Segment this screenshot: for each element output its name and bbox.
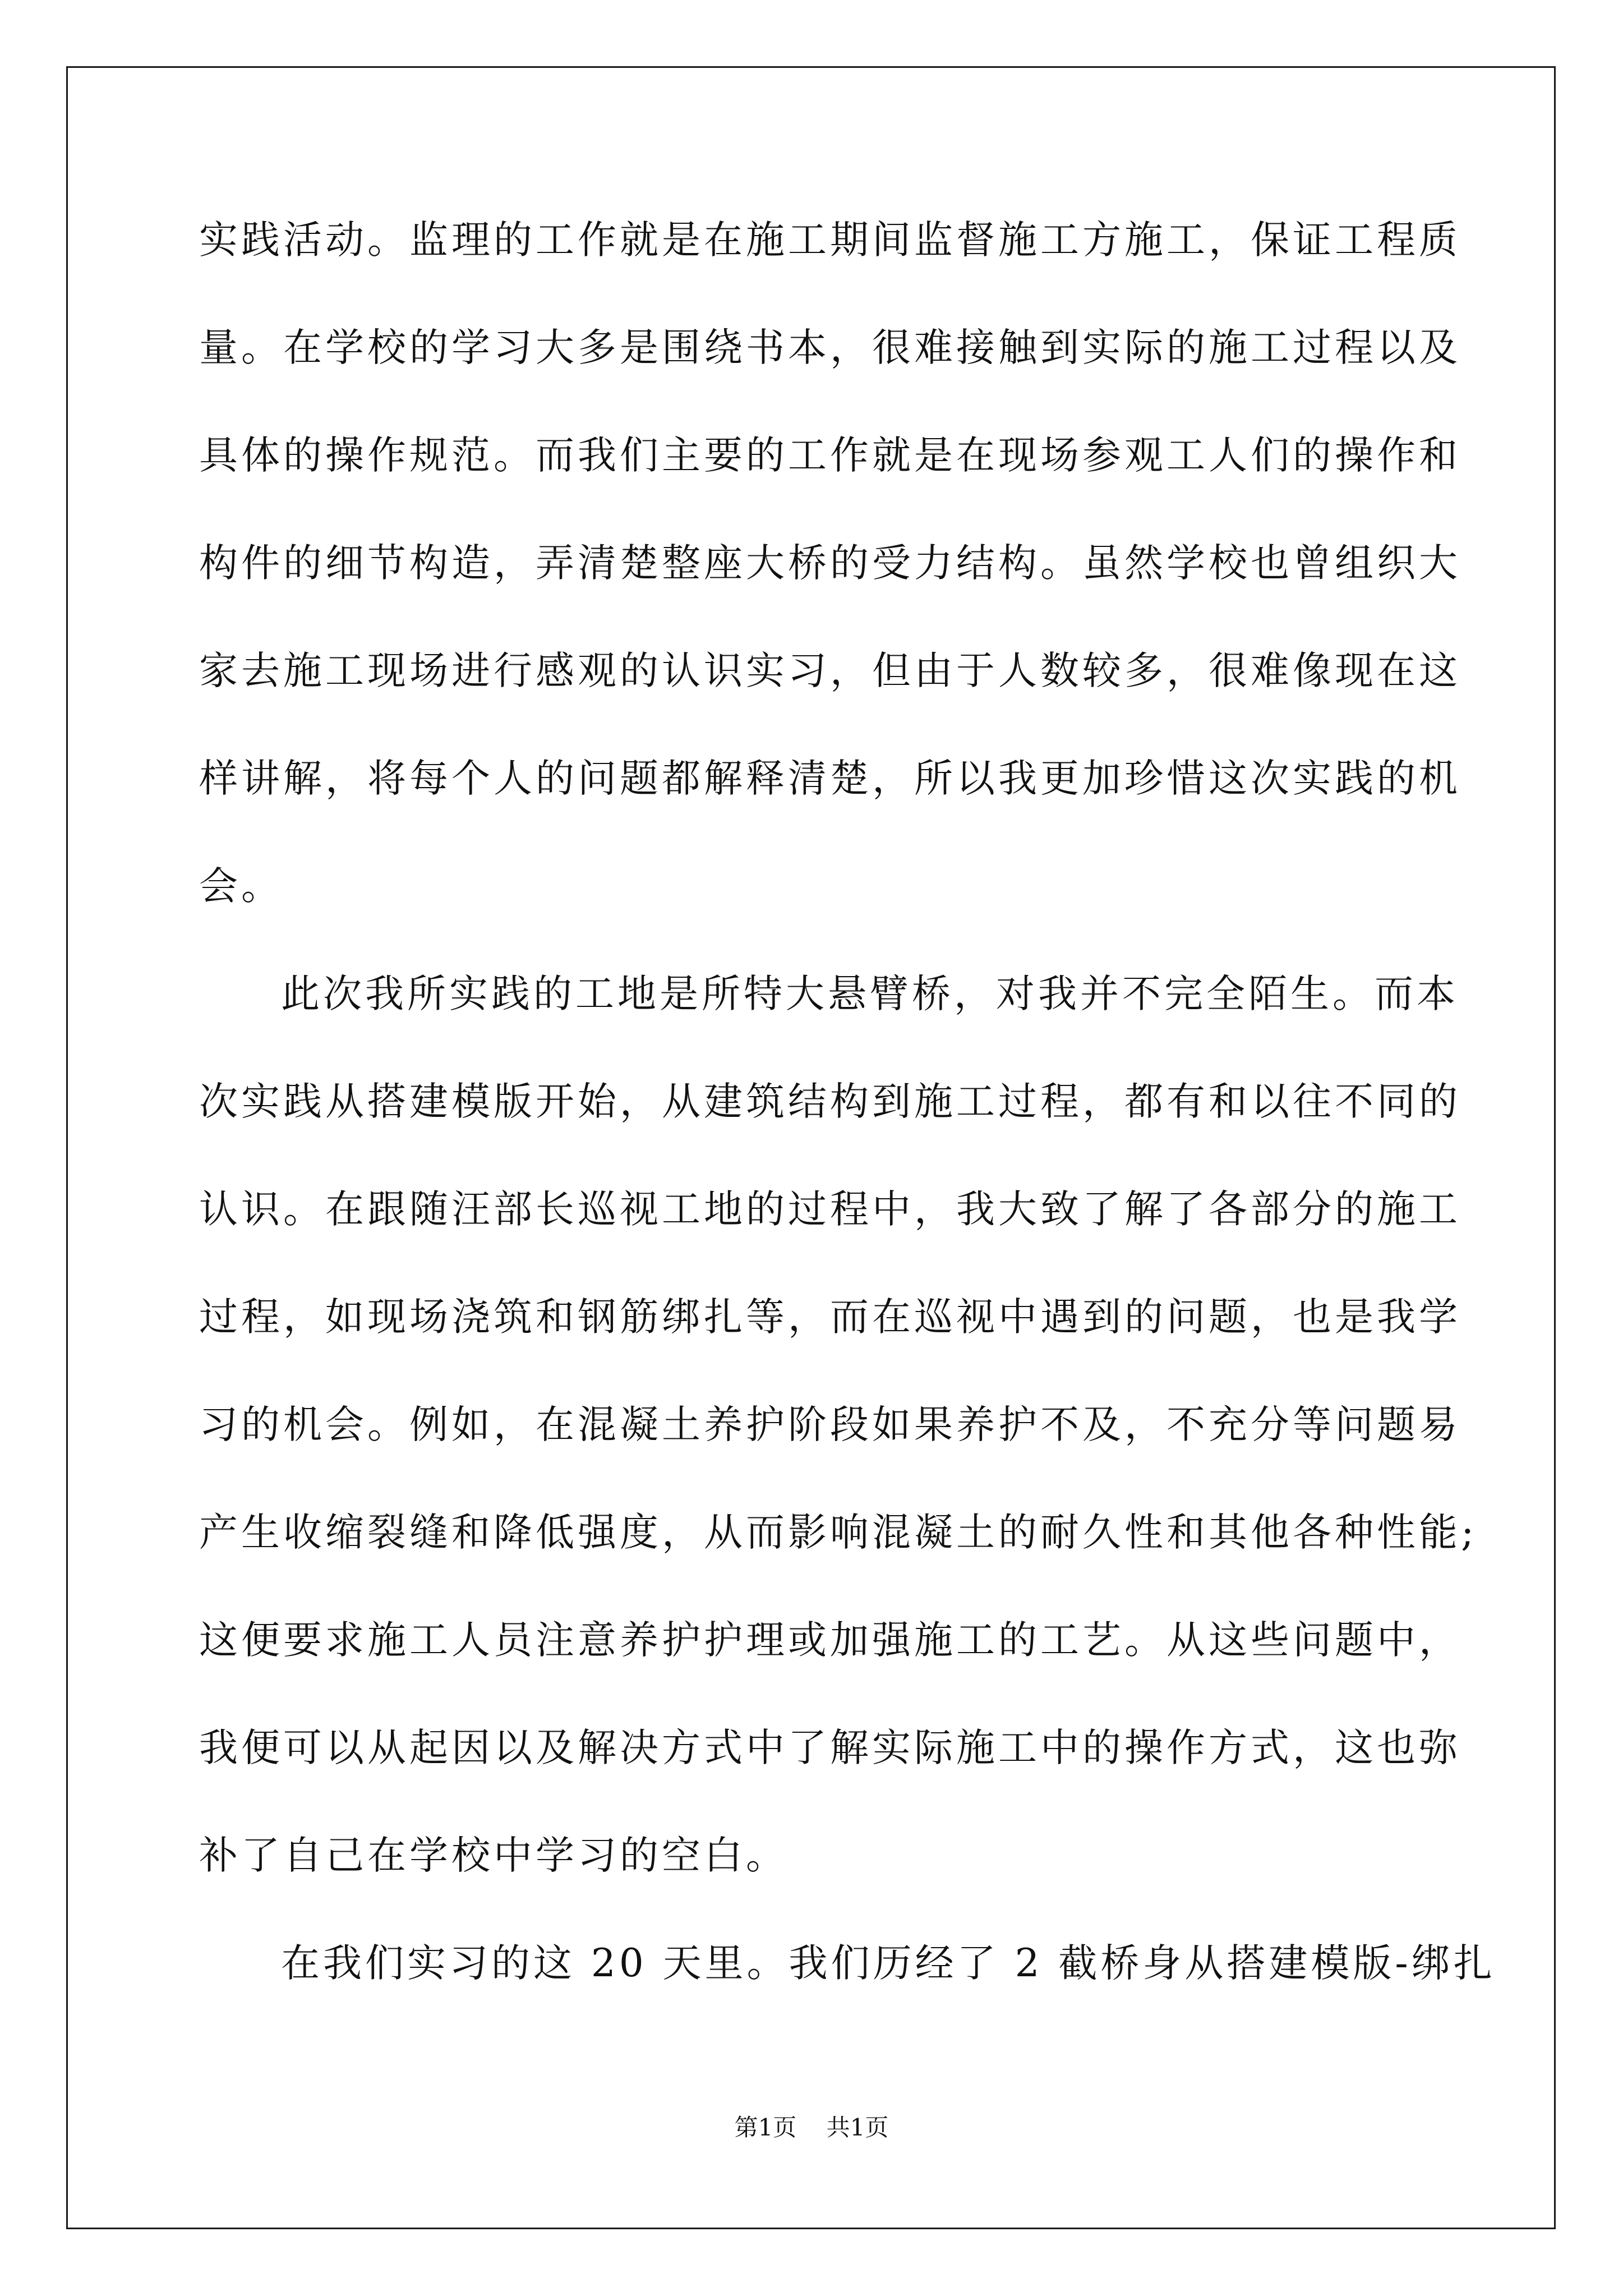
- page-footer: [0, 2109, 1623, 2143]
- text-line: 家去施工现场进行感观的认识实习，但由于人数较多，很难像现在这: [199, 648, 1461, 693]
- text-line: 产生收缩裂缝和降低强度，从而影响混凝土的耐久性和其他各种性能;: [199, 1510, 1478, 1555]
- text-line: 样讲解，将每个人的问题都解释清楚，所以我更加珍惜这次实践的机: [199, 756, 1461, 801]
- text-line: 会。: [199, 864, 283, 909]
- text-line: 过程，如现场浇筑和钢筋绑扎等，而在巡视中遇到的问题，也是我学: [199, 1295, 1461, 1340]
- text-line: 习的机会。例如，在混凝土养护阶段如果养护不及，不充分等问题易: [199, 1402, 1461, 1447]
- paragraph-first-line: 此次我所实践的工地是所特大悬臂桥，对我并不完全陌生。而本: [281, 972, 1459, 1016]
- text-line: 我便可以从起因以及解决方式中了解实际施工中的操作方式，这也弥: [199, 1726, 1461, 1770]
- text-line: 具体的操作规范。而我们主要的工作就是在现场参观工人们的操作和: [199, 433, 1461, 478]
- paragraph-first-line: 在我们实习的这 20 天里。我们历经了 2 截桥身从搭建模版-绑扎: [281, 1941, 1496, 1986]
- text-line: 补了自己在学校中学习的空白。: [199, 1833, 788, 1878]
- text-line: 量。在学校的学习大多是围绕书本，很难接触到实际的施工过程以及: [199, 325, 1461, 370]
- text-line: 这便要求施工人员注意养护护理或加强施工的工艺。从这些问题中，: [199, 1618, 1461, 1663]
- text-line: 构件的细节构造，弄清楚整座大桥的受力结构。虽然学校也曾组织大: [199, 541, 1461, 586]
- text-line: 认识。在跟随汪部长巡视工地的过程中，我大致了解了各部分的施工: [199, 1187, 1461, 1232]
- page-number: 第1页: [734, 2114, 797, 2141]
- page-total: 共1页: [826, 2114, 889, 2141]
- document-body: [199, 213, 1496, 2044]
- text-line: 实践活动。监理的工作就是在施工期间监督施工方施工，保证工程质: [199, 218, 1461, 263]
- text-line: 次实践从搭建模版开始，从建筑结构到施工过程，都有和以往不同的: [199, 1079, 1461, 1124]
